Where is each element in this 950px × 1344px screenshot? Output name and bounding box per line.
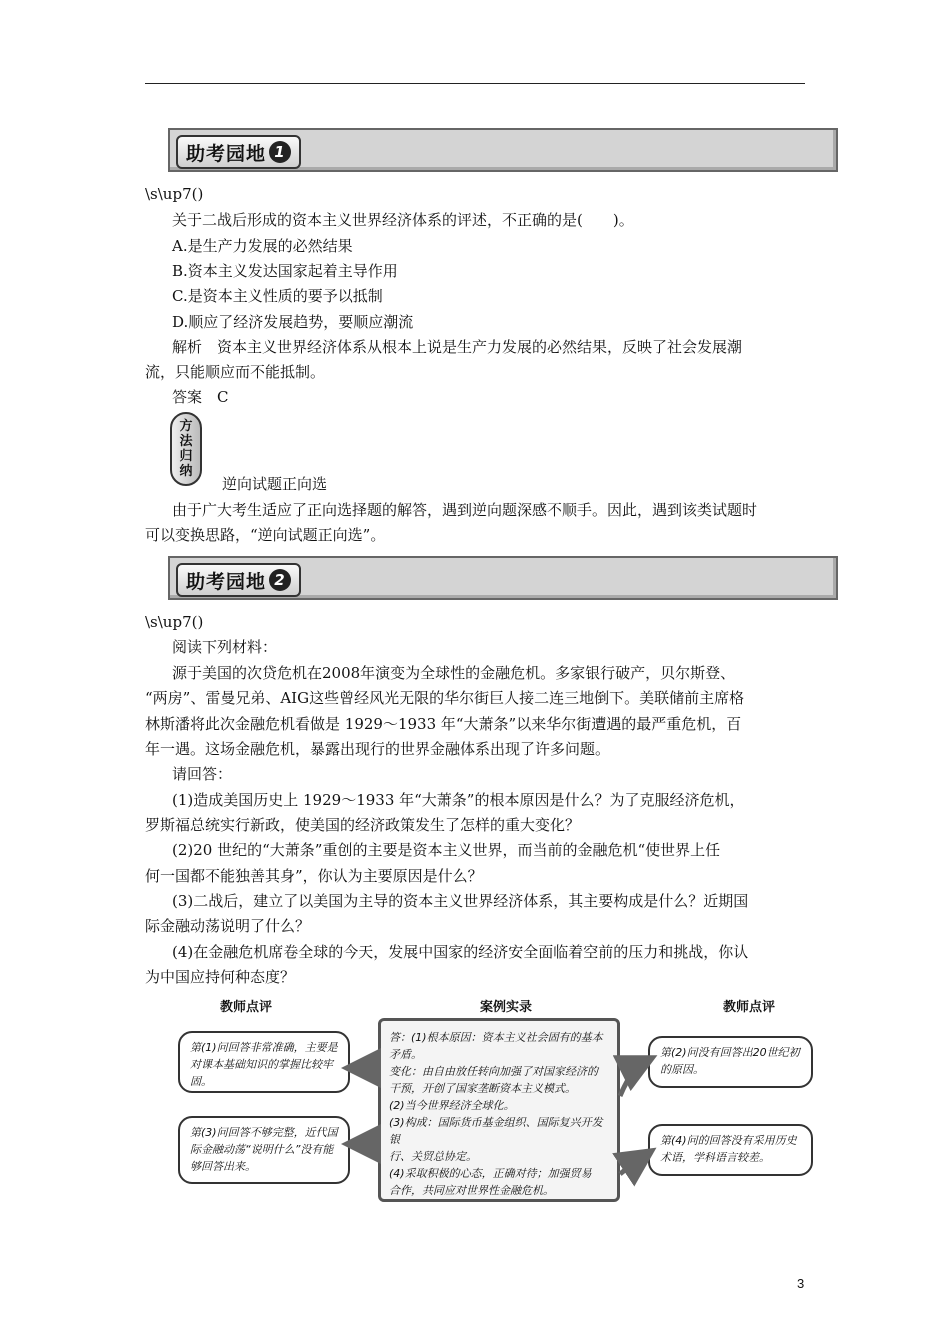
left-header: 教师点评 [220,1000,273,1015]
question-line: (2)20 世纪的“大萧条”重创的主要是资本主义世界，而当前的金融危机“使世界上任 [172,841,721,859]
question-line: 为中国应持何种态度？ [145,968,296,986]
figure-arrows [170,996,815,1206]
question-text: 关于二战后形成的资本主义世界经济体系的评述，不正确的是( )。 [172,211,634,229]
answer-text: 答案 C [172,388,229,406]
question-line: (3)二战后，建立了以美国为主导的资本主义世界经济体系，其主要构成是什么？近期国 [172,892,749,910]
case-line: (4)采取积极的心态，正确对待；加强贸易 [389,1167,592,1180]
section1-code: \s\up7() [145,185,204,203]
prompt-text: 请回答： [172,765,233,783]
section2-banner-number: 2 [269,569,291,591]
option-c: C.是资本主义性质的要予以抵制 [172,287,383,305]
material-intro: 阅读下列材料： [172,638,278,656]
case-line: (3)构成：国际货币基金组织、国际复兴开发银 [389,1116,603,1146]
analysis-line-1: 解析 资本主义世界经济体系从根本上说是生产力发展的必然结果，反映了社会发展潮 [172,338,743,356]
option-a: A.是生产力发展的必然结果 [172,237,353,255]
case-line: 行、关贸总协定。 [389,1150,477,1163]
question-line: 何一国都不能独善其身”，你认为主要原因是什么？ [145,867,483,885]
option-d: D.顺应了经济发展趋势，要顺应潮流 [172,313,414,331]
method-badge-char: 法 [179,434,193,449]
section1-banner [168,128,838,172]
section1-banner-label: 助考园地 [186,142,267,165]
method-badge [170,412,202,486]
case-line: (2)当今世界经济全球化。 [389,1099,515,1112]
method-title: 逆向试题正向选 [222,475,328,493]
left-bottom-comment: 第(3)问回答不够完整，近代国际金融动荡“说明什么”没有能够回答出来。 [178,1116,350,1184]
right-header: 教师点评 [723,1000,776,1015]
center-header: 案例实录 [480,1000,533,1015]
section1-banner-tag [176,135,301,169]
question-line: 罗斯福总统实行新政，使美国的经济政策发生了怎样的重大变化？ [145,816,581,834]
case-line: 干预，开创了国家垄断资本主义模式。 [389,1082,576,1095]
arrow-right-bottom [620,1156,644,1174]
analysis-line-2: 流，只能顺应而不能抵制。 [145,363,326,381]
method-badge-char: 纳 [179,464,193,479]
material-line: 源于美国的次贷危机在2008年演变为全球性的金融危机。多家银行破产，贝尔斯登、 [172,664,736,682]
section2-banner [168,556,838,600]
case-figure [170,996,815,1206]
material-line: 林斯潘将此次金融危机看做是 1929～1933 年“大萧条”以来华尔街遭遇的最严重危机，百 [145,715,742,733]
question-line: 际金融动荡说明了什么？ [145,917,311,935]
question-line: (1)造成美国历史上 1929～1933 年“大萧条”的根本原因是什么？为了克服经济危机， [172,791,745,809]
arrow-right-top [620,1062,644,1096]
case-line: 合作，共同应对世界性金融危机。 [389,1184,554,1197]
method-badge-char: 方 [179,419,193,434]
header-rule [145,83,805,84]
material-line: “两房”、雷曼兄弟、AIG这些曾经风光无限的华尔街巨人接二连三地倒下。美联储前主席格 [145,689,745,707]
section1-banner-number: 1 [269,141,291,163]
case-line: 变化：由自由放任转向加强了对国家经济的 [389,1065,598,1078]
left-top-comment: 第(1)问回答非常准确，主要是对课本基础知识的掌握比较牢固。 [178,1031,350,1093]
question-line: (4)在金融危机席卷全球的今天，发展中国家的经济安全面临着空前的压力和挑战，你认 [172,943,749,961]
section2-banner-tag [176,563,301,597]
right-top-comment: 第(2)问没有回答出20世纪初的原因。 [648,1036,813,1088]
method-text-1: 由于广大考生适应了正向选择题的解答，遇到逆向题深感不顺手。因此，遇到该类试题时 [172,501,758,519]
option-b: B.资本主义发达国家起着主导作用 [172,262,398,280]
page-number: 3 [797,1276,805,1291]
section2-banner-label: 助考园地 [186,570,267,593]
method-text-2: 可以变换思路，“逆向试题正向选”。 [145,526,386,544]
right-bottom-comment: 第(4)问的回答没有采用历史术语，学科语言较差。 [648,1124,813,1176]
case-line: 答：(1)根本原因：资本主义社会固有的基本矛盾。 [389,1031,603,1061]
section2-code: \s\up7() [145,613,204,631]
method-badge-char: 归 [179,449,193,464]
material-line: 年一遇。这场金融危机，暴露出现行的世界金融体系出现了许多问题。 [145,740,611,758]
